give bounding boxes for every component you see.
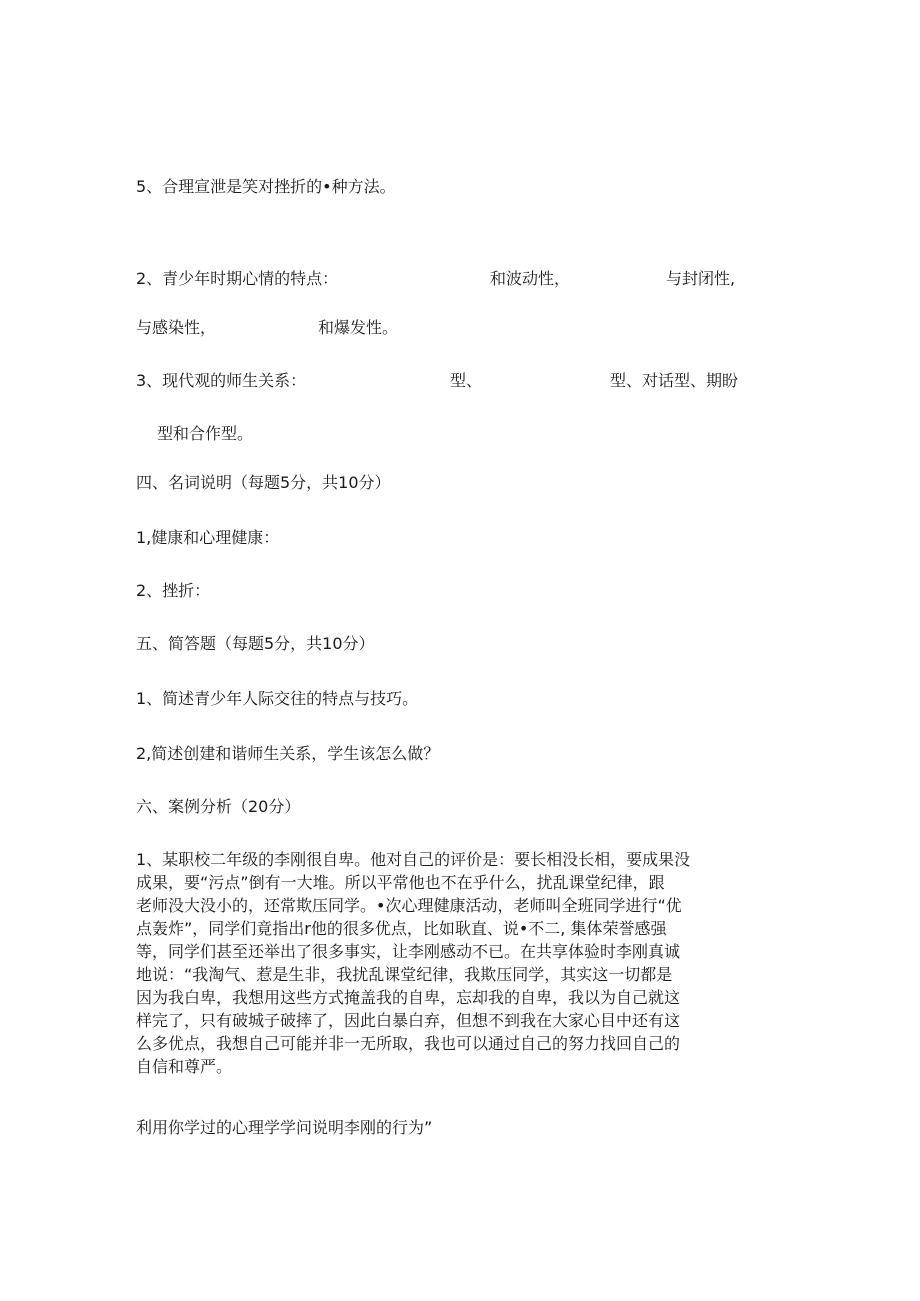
case-line: 点轰炸”，同学们竟指出r他的很多优点，比如耿直、说•不二, 集体荣誉感强 <box>136 919 667 938</box>
case-line: 么多优点，我想自己可能并非一无所取，我也可以通过自己的努力找回自己的 <box>136 1034 681 1053</box>
item-3-fragment-type: 型、 <box>450 371 483 390</box>
section-4-question-2: 2、挫折： <box>136 581 211 600</box>
case-line: 自信和尊严。 <box>136 1057 233 1076</box>
case-line: 1、某职校二年级的李刚很自卑。他对自己的评价是：要长相没长相，要成果没 <box>136 850 691 869</box>
item-2-fragment-explosiveness: 和爆发性。 <box>318 318 399 337</box>
section-5-question-2: 2,简述创建和谐师生关系，学生该怎么做？ <box>136 744 440 763</box>
item-3-fragment-dialogue: 型、对话型、期盼 <box>610 371 739 390</box>
case-line: 因为我白卑，我想用这些方式掩盖我的自卑，忘却我的自卑，我以为自己就这 <box>136 988 681 1007</box>
item-2-prompt: 2、青少年时期心情的特点： <box>136 269 339 288</box>
item-2-fragment-volatility: 和波动性， <box>490 269 571 288</box>
item-3-prompt: 3、现代观的师生关系： <box>136 371 307 390</box>
case-line: 样完了，只有破城子破摔了，因此白暴白弃，但想不到我在大家心目中还有这 <box>136 1011 681 1030</box>
section-6-heading: 六、案例分析（20分） <box>136 797 301 816</box>
case-line: 等，同学们甚至还举出了很多事实，让李刚感动不已。在共享体验时李刚真诚 <box>136 942 681 961</box>
case-line: 老师没大没小的，还常欺压同学。•次心理健康活动，老师叫全班同学进行“优 <box>136 896 682 915</box>
case-line: 成果，要“污点”倒有一大堆。所以平常他也不在乎什么，扰乱课堂纪律，跟 <box>136 873 665 892</box>
case-line: 地说：“我淘气、惹是生非，我扰乱课堂纪律，我欺压同学，其实这一切都是 <box>136 965 673 984</box>
case-study-question: 利用你学过的心理学学问说明李刚的行为” <box>136 1118 433 1137</box>
section-5-heading: 五、简答题（每题5分，共10分） <box>136 634 375 653</box>
item-2-fragment-contagion: 与感染性， <box>136 318 217 337</box>
case-study-paragraph <box>136 848 796 1078</box>
item-2-fragment-closedness: 与封闭性, <box>666 269 736 288</box>
section-4-heading: 四、名词说明（每题5分，共10分） <box>136 473 391 492</box>
item-3-fragment-cooperation: 型和合作型。 <box>157 424 254 443</box>
section-4-question-1: 1,健康和心理健康： <box>136 528 280 547</box>
item-5-statement: 5、合理宣泄是笑对挫折的•种方法。 <box>136 177 396 196</box>
section-5-question-1: 1、简述青少年人际交往的特点与技巧。 <box>136 689 419 708</box>
